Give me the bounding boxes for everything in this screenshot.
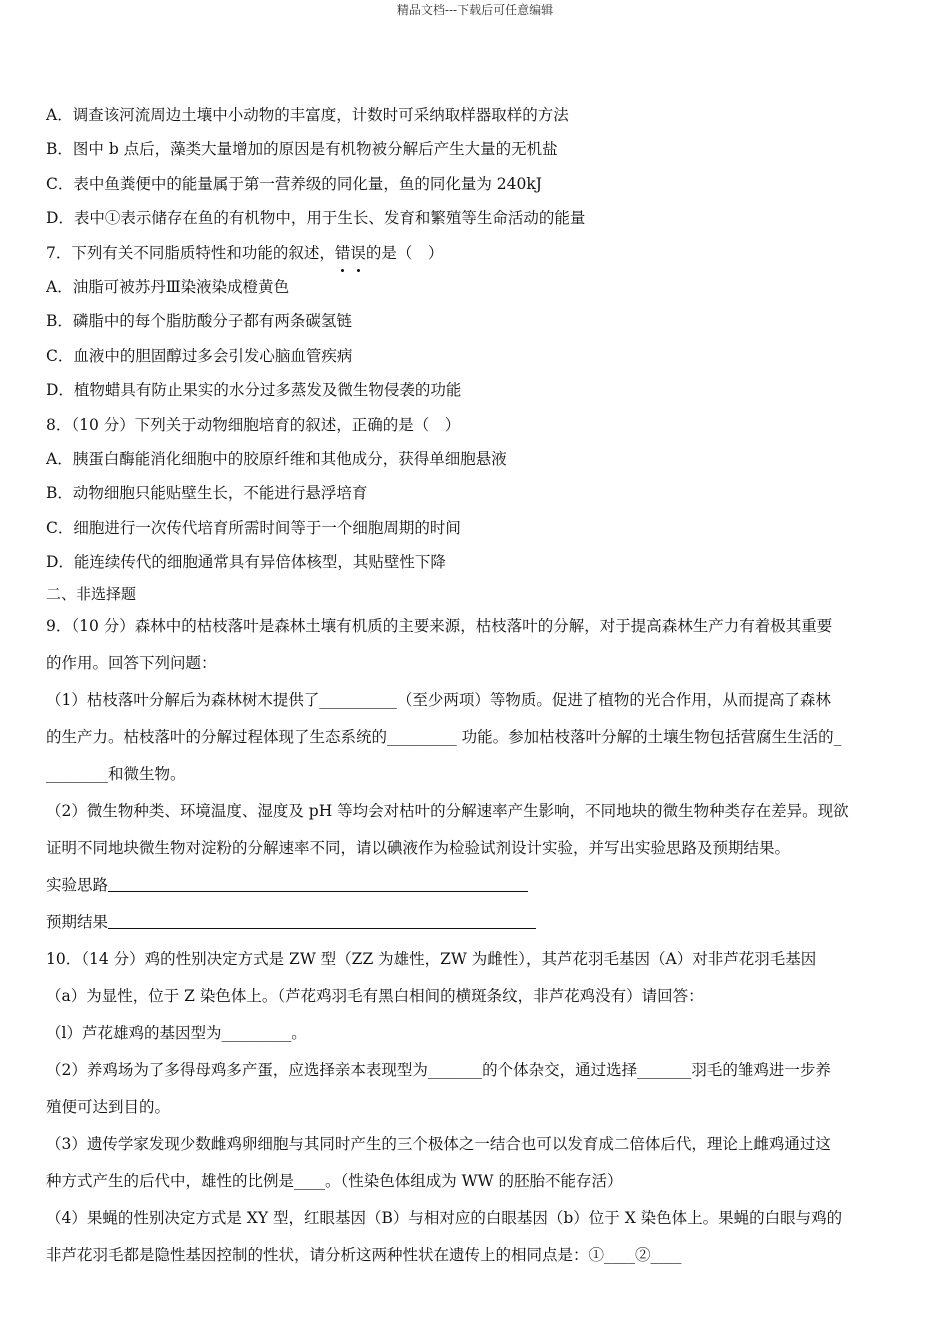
q10-line-3: （l）芦花雄鸡的基因型为_________。 [46, 1024, 307, 1043]
q9-line-3: （1）枯枝落叶分解后为森林树木提供了__________（至少两项）等物质。促进了植物的光合作用，从而提高了森林 [46, 691, 831, 710]
section-title-non-choice: 二、非选择题 [46, 585, 137, 604]
q7-stem-before: 7．下列有关不同脂质特性和功能的叙述， [46, 243, 335, 262]
q8-option-a: A．胰蛋白酶能消化细胞中的胶原纤维和其他成分，获得单细胞悬液 [46, 449, 507, 468]
q7-emphasis-2: 误 [350, 236, 366, 270]
q9-line-6: （2）微生物种类、环境温度、湿度及 pH 等均会对枯叶的分解速率产生影响，不同地块的微生物种类存在差异。现欲 [46, 802, 849, 821]
q9-line-1: 9．（10 分）森林中的枯枝落叶是森林土壤有机质的主要来源，枯枝落叶的分解，对于提高森林生产力有着极其重要 [46, 617, 833, 636]
question-10 [46, 941, 906, 1274]
q7-option-c: C．血液中的胆固醇过多会引发心脑血管疾病 [46, 346, 353, 365]
question-6-options [46, 98, 906, 236]
q9-line-7: 证明不同地块微生物对淀粉的分解速率不同，请以碘液作为检验试剂设计实验，并写出实验思路及预期结果。 [46, 839, 791, 858]
q10-line-7: 种方式产生的后代中，雄性的比例是____。（性染色体组成为 WW 的胚胎不能存活） [46, 1172, 623, 1191]
question-7 [46, 236, 906, 408]
q10-line-5: 殖便可达到目的。 [46, 1098, 171, 1117]
q9-expected-result [46, 904, 906, 941]
q8-stem: 8．（10 分）下列关于动物细胞培育的叙述，正确的是（ ） [46, 415, 461, 434]
q9-line-4: 的生产力。枯枝落叶的分解过程体现了生态系统的_________ 功能。参加枯枝落叶分解的土壤生物包括营腐生生活的_ [46, 728, 842, 747]
q9-experiment-idea-label: 实验思路 [46, 876, 109, 895]
q9-experiment-idea-blank[interactable] [108, 875, 528, 892]
q9-expected-result-blank[interactable] [108, 912, 536, 929]
q7-option-a: A．油脂可被苏丹Ⅲ染液染成橙黄色 [46, 277, 290, 296]
q7-stem-after: 的是（ ） [365, 243, 444, 262]
q9-expected-result-label: 预期结果 [46, 913, 109, 932]
q9-experiment-idea [46, 867, 906, 904]
q7-option-d: D．植物蜡具有防止果实的水分过多蒸发及微生物侵袭的功能 [46, 381, 462, 400]
q8-option-b: B．动物细胞只能贴壁生长，不能进行悬浮培育 [46, 484, 368, 503]
q7-emphasis-1: 错 [335, 236, 351, 270]
page-header: 精品文档---下载后可任意编辑 [396, 3, 554, 17]
q8-option-d: D．能连续传代的细胞通常具有异倍体核型，其贴壁性下降 [46, 553, 446, 572]
q10-line-4: （2）养鸡场为了多得母鸡多产蛋，应选择亲本表现型为_______的个体杂交，通过选择_______羽毛的雏鸡进一步养 [46, 1061, 831, 1080]
document-body [46, 98, 906, 1274]
question-9 [46, 608, 906, 941]
q6-option-c: C．表中鱼粪便中的能量属于第一营养级的同化量，鱼的同化量为 240kJ [46, 174, 542, 193]
q10-line-1: 10．（14 分）鸡的性别决定方式是 ZW 型（ZZ 为雄性，ZW 为雌性），其芦花羽毛基因（A）对非芦花羽毛基因 [46, 950, 817, 969]
q8-option-c: C．细胞进行一次传代培育所需时间等于一个细胞周期的时间 [46, 518, 461, 537]
q10-line-8: （4）果蝇的性别决定方式是 XY 型，红眼基因（B）与相对应的白眼基因（b）位于 X 染色体上。果蝇的白眼与鸡的 [46, 1209, 843, 1228]
q7-stem [46, 236, 906, 270]
q7-option-b: B．磷脂中的每个脂肪酸分子都有两条碳氢链 [46, 312, 352, 331]
q10-line-6: （3）遗传学家发现少数雌鸡卵细胞与其同时产生的三个极体之一结合也可以发育成二倍体后代，理论上雌鸡通过这 [46, 1135, 831, 1154]
question-8 [46, 408, 906, 580]
q6-option-b: B．图中 b 点后，藻类大量增加的原因是有机物被分解后产生大量的无机盐 [46, 140, 558, 159]
q9-line-2: 的作用。回答下列问题： [46, 654, 217, 673]
q6-option-a: A．调查该河流周边土壤中小动物的丰富度，计数时可采纳取样器取样的方法 [46, 106, 569, 124]
q9-line-5: ________和微生物。 [46, 765, 186, 784]
q10-line-2: （a）为显性，位于 Z 染色体上。（芦花鸡羽毛有黑白相间的横斑条纹，非芦花鸡没有）请回答： [46, 987, 704, 1006]
q6-option-d: D．表中①表示储存在鱼的有机物中，用于生长、发育和繁殖等生命活动的能量 [46, 209, 586, 228]
q10-line-9: 非芦花羽毛都是隐性基因控制的性状，请分析这两种性状在遗传上的相同点是：①____②____ [46, 1246, 682, 1265]
